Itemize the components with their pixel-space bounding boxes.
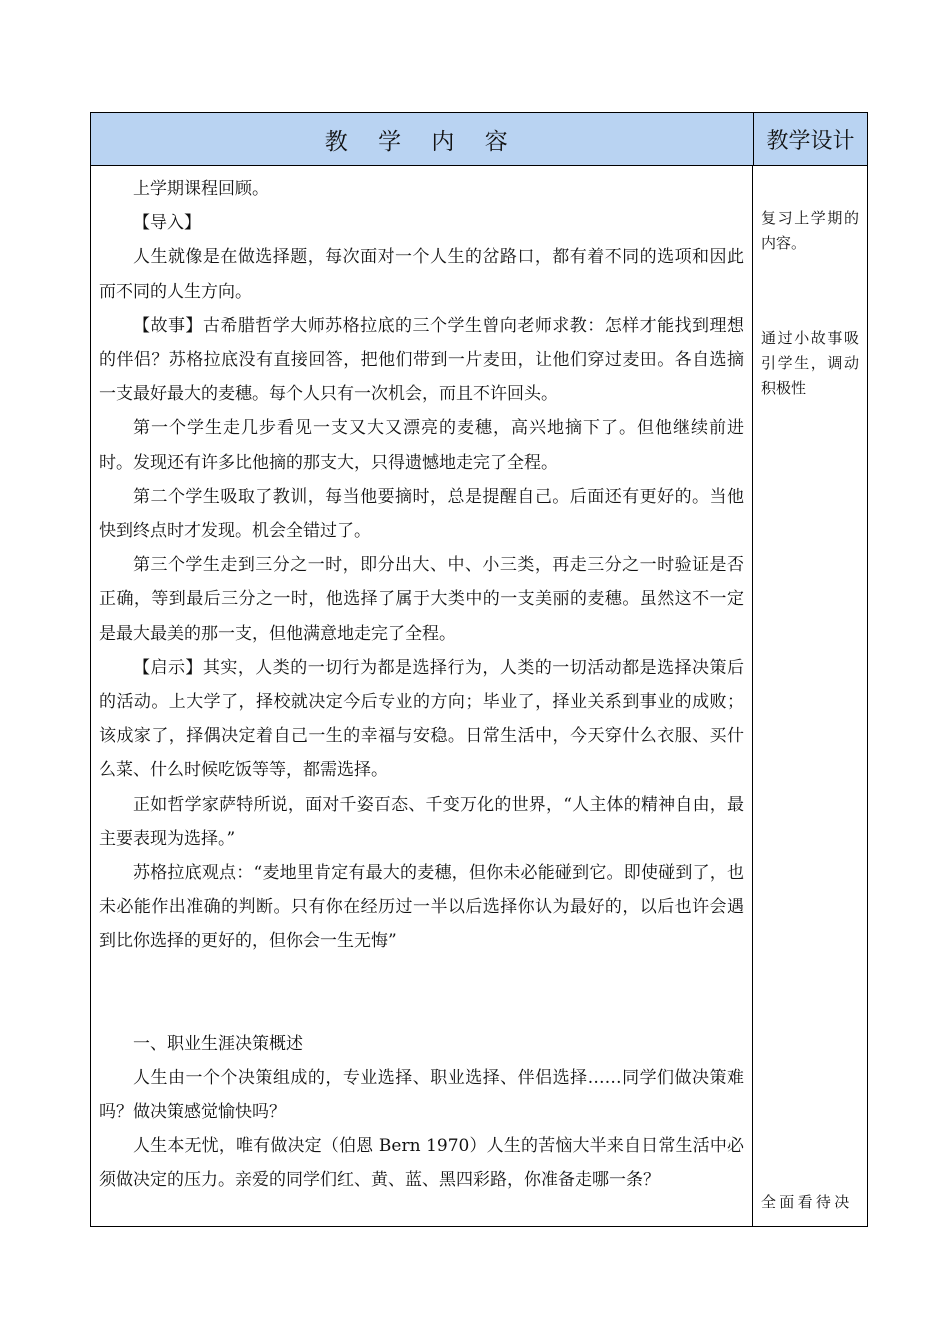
teaching-design-cell	[753, 166, 867, 1226]
design-note-decision: 全面看待决	[761, 1193, 853, 1211]
section-paragraph: 人生本无忧，唯有做决定（伯恩 Bern 1970）人生的苦恼大半来自日常生活中必须做决定的压力。亲爱的同学们红、黄、蓝、黑四彩路，你准备走哪一条？	[99, 1136, 744, 1191]
socrates-view-paragraph: 苏格拉底观点：“麦地里肯定有最大的麦穗，但你未必能碰到它。即使碰到了，也未必能作出准确的判断。只有你在经历过一半以后选择你认为最好的，以后也许会遇到比你选择的更好的，但你会一生无悔”	[99, 863, 744, 952]
design-column-header: 教学设计	[766, 128, 855, 154]
intro-paragraph: 人生就像是在做选择题，每次面对一个人生的岔路口，都有着不同的选项和因此而不同的人生方向。	[99, 247, 744, 302]
table-body-row	[91, 166, 867, 1226]
lesson-table	[90, 112, 868, 1227]
story-paragraph: 【故事】古希腊哲学大师苏格拉底的三个学生曾向老师求教：怎样才能找到理想的伴侣？苏格拉底没有直接回答，把他们带到一片麦田，让他们穿过麦田。各自选摘一支最好最大的麦穗。每个人只有一次机会，而且不许回头。	[99, 315, 744, 405]
first-student-paragraph: 第一个学生走几步看见一支又大又漂亮的麦穗，高兴地摘下了。但他继续前进时。发现还有许多比他摘的那支大，只得遗憾地走完了全程。	[99, 418, 744, 473]
third-student-paragraph: 第三个学生走到三分之一时，即分出大、中、小三类，再走三分之一时验证是否正确，等到最后三分之一时，他选择了属于大类中的一支美丽的麦穗。虽然这不一定是最大最美的那一支，但他满意地走完了全程。	[99, 555, 744, 644]
review-line: 上学期课程回顾。	[133, 179, 269, 199]
sartre-quote-paragraph: 正如哲学家萨特所说，面对千姿百态、千变万化的世界，“人主体的精神自由，最主要表现为选择。”	[99, 794, 744, 849]
content-column-header: 教 学 内 容	[91, 113, 754, 165]
design-note-story: 通过小故事吸引学生，调动积极性	[761, 329, 859, 397]
teaching-content-cell	[91, 166, 753, 1226]
design-note-review: 复习上学期的内容。	[761, 209, 859, 252]
section-paragraph: 人生由一个个决策组成的，专业选择、职业选择、伴侣选择……同学们做决策难吗？做决策感觉愉快吗？	[99, 1067, 744, 1123]
table-header-row	[91, 113, 867, 166]
paragraph-gap	[99, 959, 744, 1027]
intro-heading: 【导入】	[133, 213, 201, 234]
insight-paragraph: 【启示】其实，人类的一切行为都是选择行为，人类的一切活动都是选择决策后的活动。上大学了，择校就决定今后专业的方向；毕业了，择业关系到事业的成败；该成家了，择偶决定着自己一生的幸福与安稳。日常生活中，今天穿什么衣服、买什么菜、什么时候吃饭等等，都需选择。	[99, 657, 744, 781]
second-student-paragraph: 第二个学生吸取了教训，每当他要摘时，总是提醒自己。后面还有更好的。当他快到终点时才发现。机会全错过了。	[99, 486, 744, 542]
section-title: 一、职业生涯决策概述	[133, 1033, 303, 1054]
